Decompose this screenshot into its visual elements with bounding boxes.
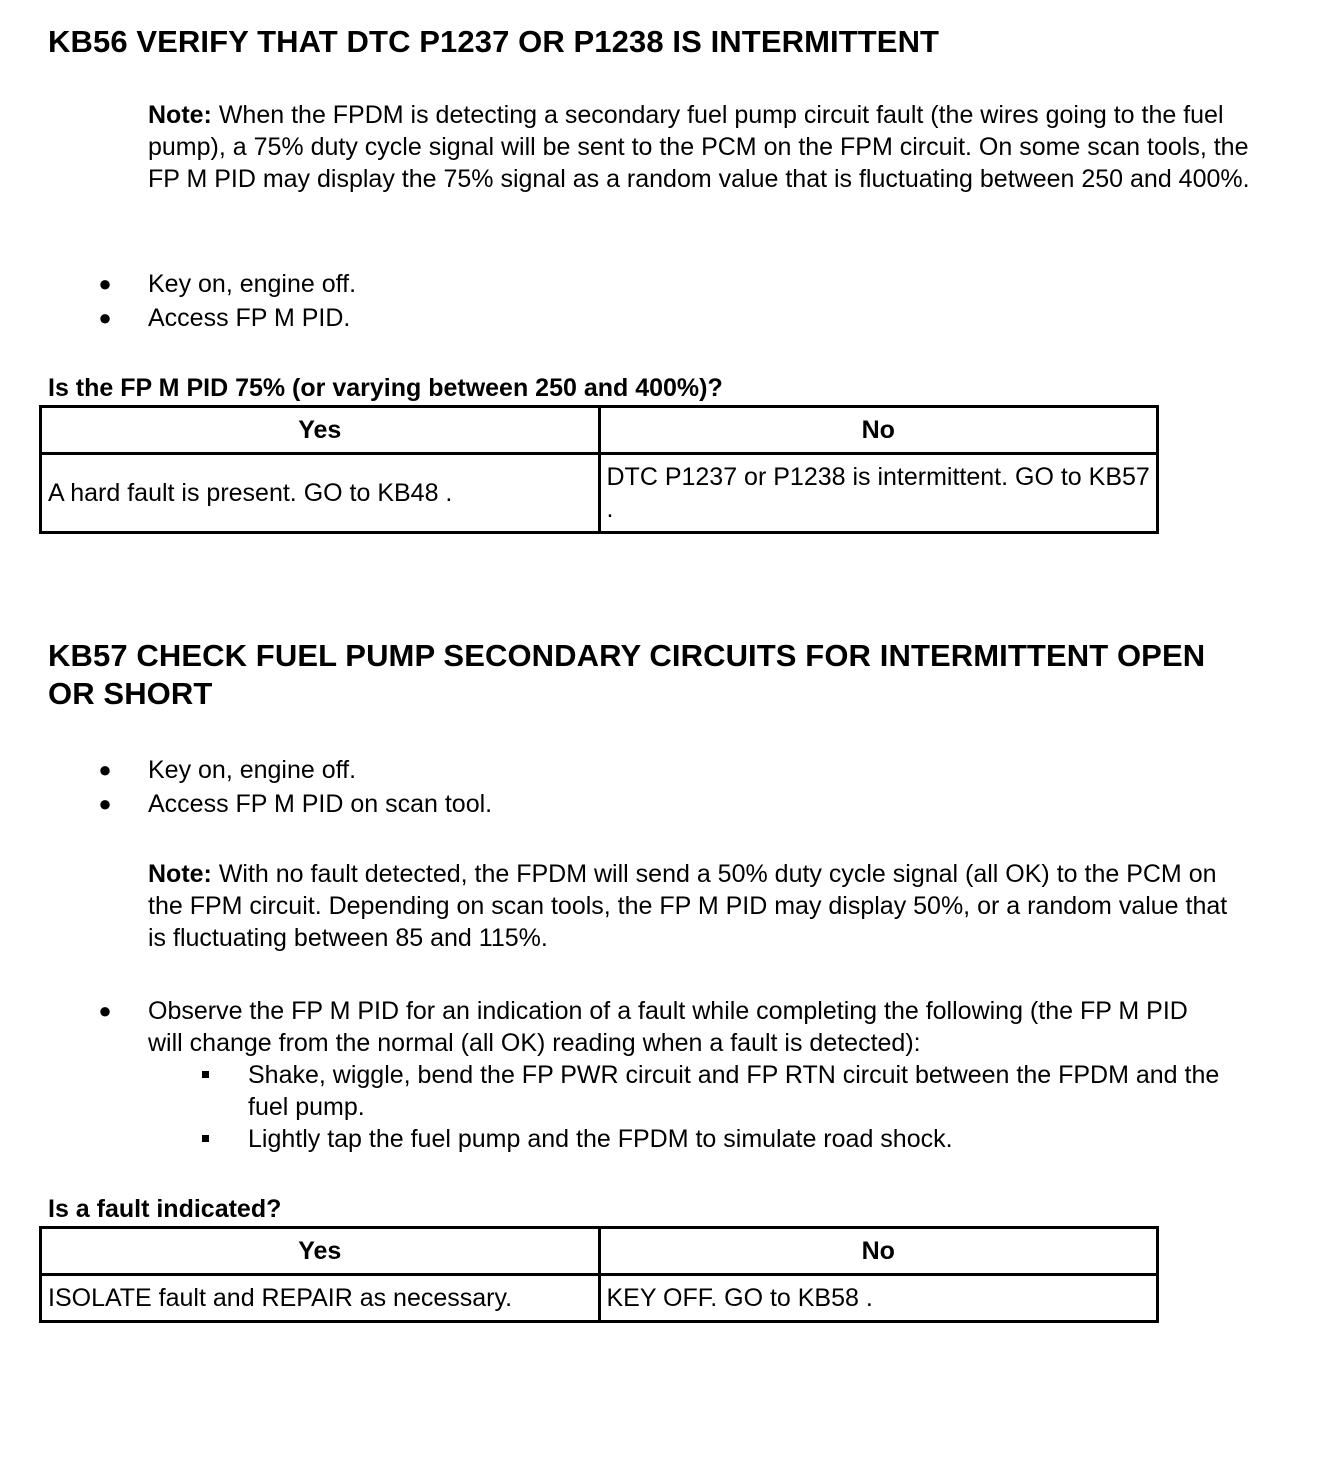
- bullet-icon: ●: [98, 271, 112, 296]
- no-cell: KEY OFF. GO to KB58 .: [599, 1275, 1158, 1322]
- kb57-note-text: With no fault detected, the FPDM will send a 50% duty cycle signal (all OK) to the PCM on the FPM circuit. Depending on scan tools, the FP M PID may display 50%, or a random value that is fluctuating between 85 and 115%.: [148, 860, 1228, 952]
- yes-header: Yes: [41, 1228, 600, 1275]
- square-bullet-icon: [202, 1135, 209, 1142]
- step-text: Access FP M PID.: [148, 304, 351, 332]
- bullet-icon: ●: [98, 305, 112, 330]
- kb56-question: Is the FP M PID 75% (or varying between 250 and 400%)?: [48, 374, 723, 402]
- list-item: [0, 753, 1280, 787]
- list-item: [0, 787, 1280, 821]
- step-text: Key on, engine off.: [148, 270, 357, 298]
- yes-cell: A hard fault is present. GO to KB48 .: [41, 454, 600, 533]
- list-item: [0, 301, 1280, 335]
- kb57-note: [148, 858, 1248, 954]
- bullet-icon: ●: [98, 791, 112, 816]
- bullet-icon: ●: [98, 998, 112, 1023]
- table-row: [41, 454, 1158, 533]
- no-cell: DTC P1237 or P1238 is intermittent. GO to KB57 .: [599, 454, 1158, 533]
- no-header: No: [599, 407, 1158, 454]
- yes-cell: ISOLATE fault and REPAIR as necessary.: [41, 1275, 600, 1322]
- list-item: [0, 995, 1228, 1155]
- kb56-heading: KB56 VERIFY THAT DTC P1237 OR P1238 IS INTERMITTENT: [48, 24, 940, 59]
- kb56-note: [148, 99, 1258, 195]
- table-header-row: [41, 1228, 1158, 1275]
- kb56-note-text: When the FPDM is detecting a secondary fuel pump circuit fault (the wires going to the fuel pump), a 75% duty cycle signal will be sent to the PCM on the FPM circuit. On some scan tools, the FP M PID may display the 75% signal as a random value that is fluctuating between 250 and 400%.: [148, 101, 1250, 193]
- square-bullet-icon: [202, 1071, 209, 1078]
- kb56-note-label: Note:: [148, 101, 212, 129]
- kb57-question: Is a fault indicated?: [48, 1195, 282, 1223]
- list-item: [148, 1123, 1238, 1155]
- list-item: [148, 1059, 1238, 1123]
- kb57-heading: KB57 CHECK FUEL PUMP SECONDARY CIRCUITS FOR INTERMITTENT OPEN OR SHORT: [48, 638, 1206, 711]
- substep-text: Shake, wiggle, bend the FP PWR circuit and FP RTN circuit between the FPDM and the fuel pump.: [248, 1061, 1220, 1121]
- kb57-step-list: [0, 753, 1280, 821]
- list-item: [0, 267, 1280, 301]
- substep-text: Lightly tap the fuel pump and the FPDM to simulate road shock.: [248, 1125, 953, 1153]
- kb57-note-label: Note:: [148, 860, 212, 888]
- step-text: Access FP M PID on scan tool.: [148, 790, 493, 818]
- kb56-step-list: [0, 267, 1280, 335]
- yes-header: Yes: [41, 407, 600, 454]
- no-header: No: [599, 1228, 1158, 1275]
- kb57-observe-list: [0, 995, 1280, 1155]
- bullet-icon: ●: [98, 757, 112, 782]
- table-header-row: [41, 407, 1158, 454]
- kb56-decision-table: [39, 405, 1159, 534]
- kb57-decision-table: [39, 1226, 1159, 1323]
- step-text: Key on, engine off.: [148, 756, 357, 784]
- kb57-substep-list: [148, 1059, 1228, 1155]
- observe-text: Observe the FP M PID for an indication of a fault while completing the following (the FP M PID will change from the normal (all OK) reading when a fault is detected):: [148, 997, 1188, 1057]
- table-row: [41, 1275, 1158, 1322]
